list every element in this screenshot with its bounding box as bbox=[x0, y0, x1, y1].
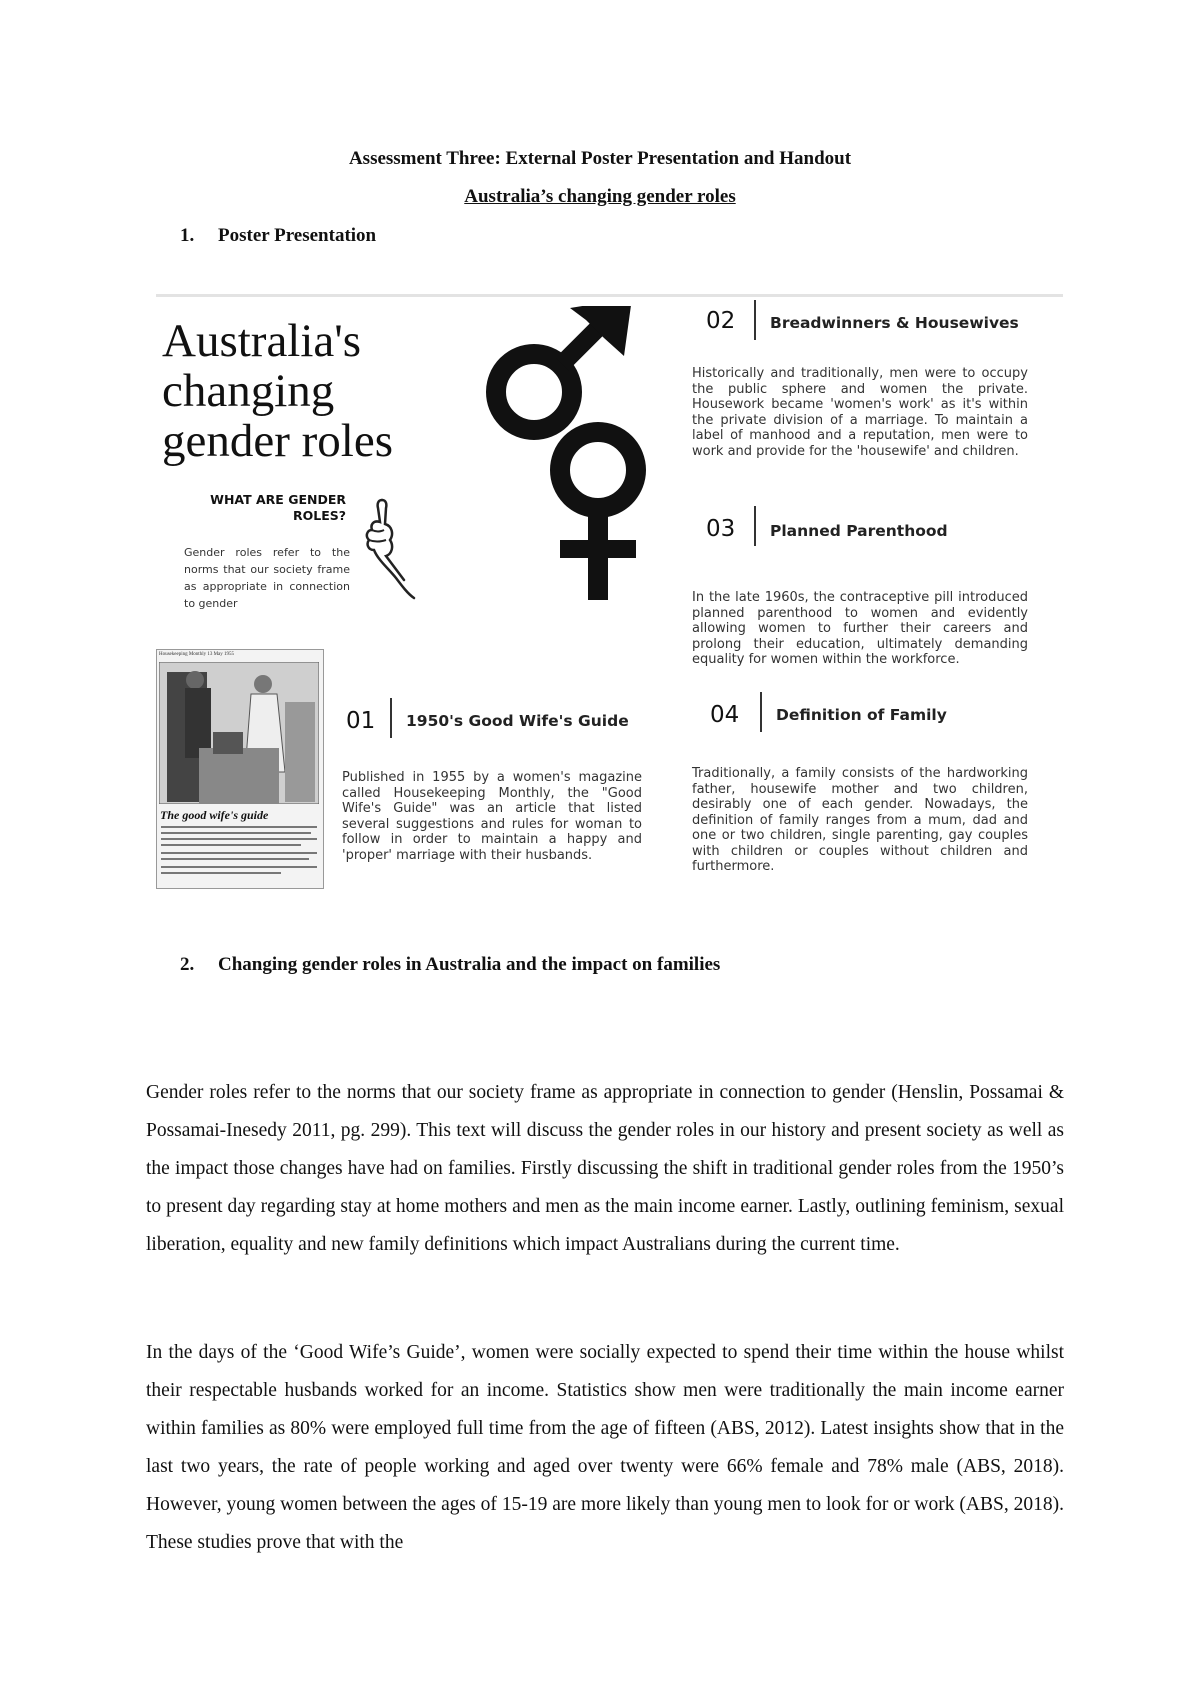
poster-section-title: Breadwinners & Housewives bbox=[770, 314, 1019, 332]
section-title: Changing gender roles in Australia and the impact on families bbox=[218, 954, 721, 975]
poster-section-title: 1950's Good Wife's Guide bbox=[406, 712, 629, 730]
clipping-text-line bbox=[161, 858, 309, 860]
poster-section-body: Traditionally, a family consists of the hardworking father, housewife mother and two children, desirably one of each gender. Nowadays, the definition of family ranges from a mum, dad and one or two children, single parenting, gay couples with children or couples without children and furthermore. bbox=[692, 766, 1028, 874]
section-heading-2 bbox=[180, 954, 720, 976]
poster-section-number: 03 bbox=[706, 516, 736, 542]
poster-section-title: Definition of Family bbox=[776, 706, 947, 724]
poster-question: WHAT ARE GENDER ROLES? bbox=[210, 492, 346, 523]
document-title: Assessment Three: External Poster Presentation and Handout bbox=[348, 148, 852, 169]
poster-section-body: Published in 1955 by a women's magazine called Housekeeping Monthly, the "Good Wife's Guide" was an article that listed several suggestions and rules for woman to follow in order to maintain a happy and 'proper' marriage with their husbands. bbox=[342, 770, 642, 863]
pointing-hand-icon bbox=[352, 494, 422, 604]
clipping-title: The good wife's guide bbox=[160, 808, 269, 822]
poster-section-divider bbox=[754, 506, 756, 546]
newspaper-clipping bbox=[156, 649, 324, 889]
section-number: 1. bbox=[180, 225, 195, 246]
poster-section-divider bbox=[390, 698, 392, 738]
female-symbol-icon bbox=[560, 432, 636, 600]
poster-section-divider bbox=[760, 692, 762, 732]
clipping-text-line bbox=[161, 866, 317, 868]
clipping-text-line bbox=[161, 852, 317, 854]
poster-section-number: 04 bbox=[710, 702, 740, 728]
body-paragraph: In the days of the ‘Good Wife’s Guide’, women were socially expected to spend their time within the house whilst their respectable husbands worked for an income. Statistics show men were traditionally the main income earner within families as 80% were employed full time from the age of fifteen (ABS, 2012). Latest insights show that in the last two years, the rate of people working and aged over twenty were 66% female and 78% male (ABS, 2018). However, young women between the ages of 15-19 are more likely than young men to look for or work (ABS, 2018). These studies prove that with the bbox=[146, 1342, 1064, 1553]
clipping-text-line bbox=[161, 826, 317, 828]
section-number: 2. bbox=[180, 954, 195, 975]
clipping-text-line bbox=[161, 838, 317, 840]
clipping-header: Housekeeping Monthly 13 May 1955 bbox=[159, 652, 234, 657]
gender-symbols-icon bbox=[474, 306, 670, 606]
section-heading-1 bbox=[180, 225, 376, 247]
male-symbol-icon bbox=[496, 306, 632, 430]
poster-section-number: 01 bbox=[346, 708, 376, 734]
poster-image bbox=[156, 294, 1063, 898]
document-subtitle: Australia’s changing gender roles bbox=[464, 186, 736, 207]
poster-section-title: Planned Parenthood bbox=[770, 522, 948, 540]
poster-title: Australia's changing gender roles bbox=[162, 315, 393, 467]
body-paragraph: Gender roles refer to the norms that our society frame as appropriate in connection to gender (Henslin, Possamai & Possamai-Inesedy 2011, pg. 299). This text will discuss the gender roles in our history and present society as well as the impact those changes have had on families. Firstly discussing the shift in traditional gender roles from the 1950’s to present day regarding stay at home mothers and men as the main income earner. Lastly, outlining feminism, sexual liberation, equality and new family definitions which impact Australians during the current time. bbox=[146, 1082, 1064, 1255]
poster-section-number: 02 bbox=[706, 308, 736, 334]
poster-section-body: Historically and traditionally, men were to occupy the public sphere and women the private. Housework became 'women's work' as it's within the private division of a marriage. To maintain a label of manhood and a reputation, men were to work and provide for the 'housewife' and children. bbox=[692, 366, 1028, 459]
clipping-text-line bbox=[161, 844, 301, 846]
poster-section-divider bbox=[754, 300, 756, 340]
poster-section-body: In the late 1960s, the contraceptive pill introduced planned parenthood to women and evidently allowing women to further their careers and prolong their education, ultimately demanding equality for women within the workforce. bbox=[692, 590, 1028, 667]
clipping-text-line bbox=[161, 832, 311, 834]
section-title: Poster Presentation bbox=[218, 225, 377, 246]
poster-definition: Gender roles refer to the norms that our society frame as appropriate in connection to gender bbox=[184, 546, 350, 610]
vintage-photo bbox=[159, 662, 319, 804]
clipping-text-line bbox=[161, 872, 281, 874]
